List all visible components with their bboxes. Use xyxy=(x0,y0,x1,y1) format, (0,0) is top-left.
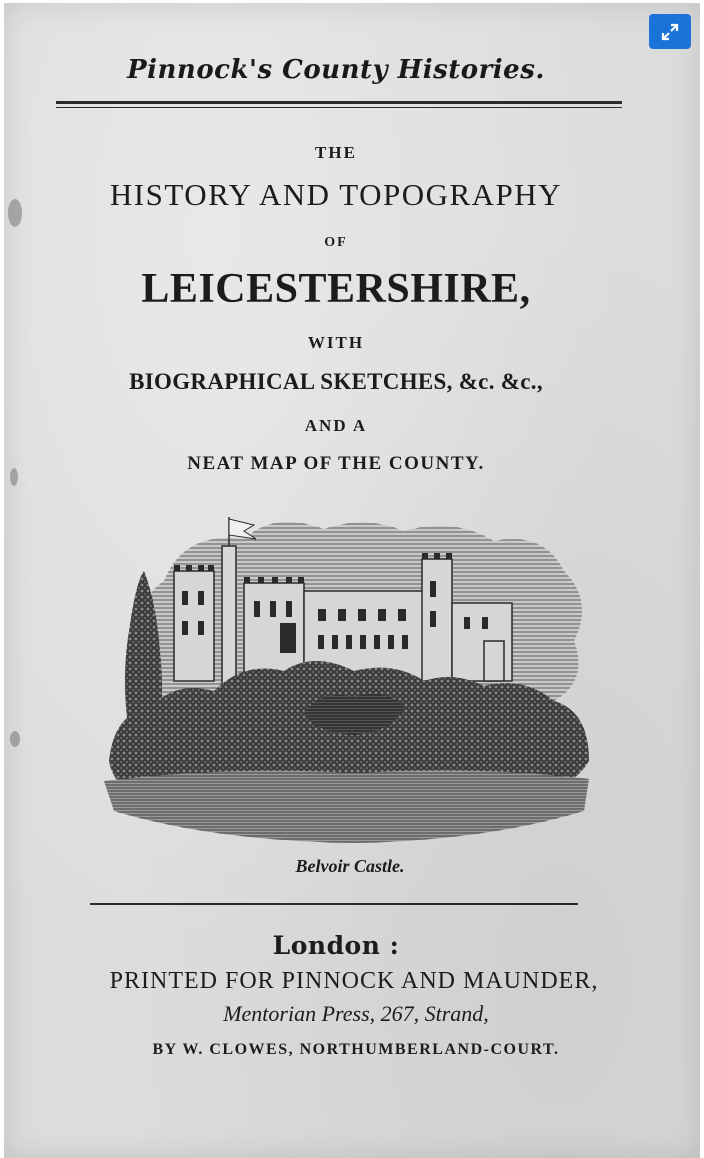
imprint-press-address: Mentorian Press, 267, Strand, xyxy=(223,1001,489,1026)
fullscreen-button[interactable] xyxy=(649,14,691,49)
title-line-of: OF xyxy=(324,235,348,250)
title-line-biographical: BIOGRAPHICAL SKETCHES, &c. &c., xyxy=(129,369,543,394)
series-title: Pinnock's County Histories. xyxy=(127,55,545,85)
imprint-printed-for: PRINTED FOR PINNOCK AND MAUNDER, xyxy=(109,968,599,994)
title-line-history: HISTORY AND TOPOGRAPHY xyxy=(109,177,563,212)
imprint-printer: BY W. CLOWES, NORTHUMBERLAND-COURT. xyxy=(152,1041,560,1058)
margin-blot xyxy=(10,468,18,486)
expand-arrows-icon xyxy=(660,22,680,42)
margin-blot xyxy=(10,731,20,747)
illustration-caption: Belvoir Castle. xyxy=(295,856,405,876)
scanned-title-page xyxy=(4,3,700,1158)
castle-engraving xyxy=(104,511,594,851)
title-line-the: THE xyxy=(315,143,357,162)
imprint-rule xyxy=(90,903,578,905)
county-name: LEICESTERSHIRE, xyxy=(141,266,531,312)
imprint-city: London : xyxy=(272,931,400,960)
double-rule xyxy=(56,101,622,108)
title-line-with: WITH xyxy=(307,333,365,352)
title-line-and-a: AND A xyxy=(304,416,368,435)
title-line-map: NEAT MAP OF THE COUNTY. xyxy=(187,453,485,474)
margin-blot xyxy=(8,199,22,227)
